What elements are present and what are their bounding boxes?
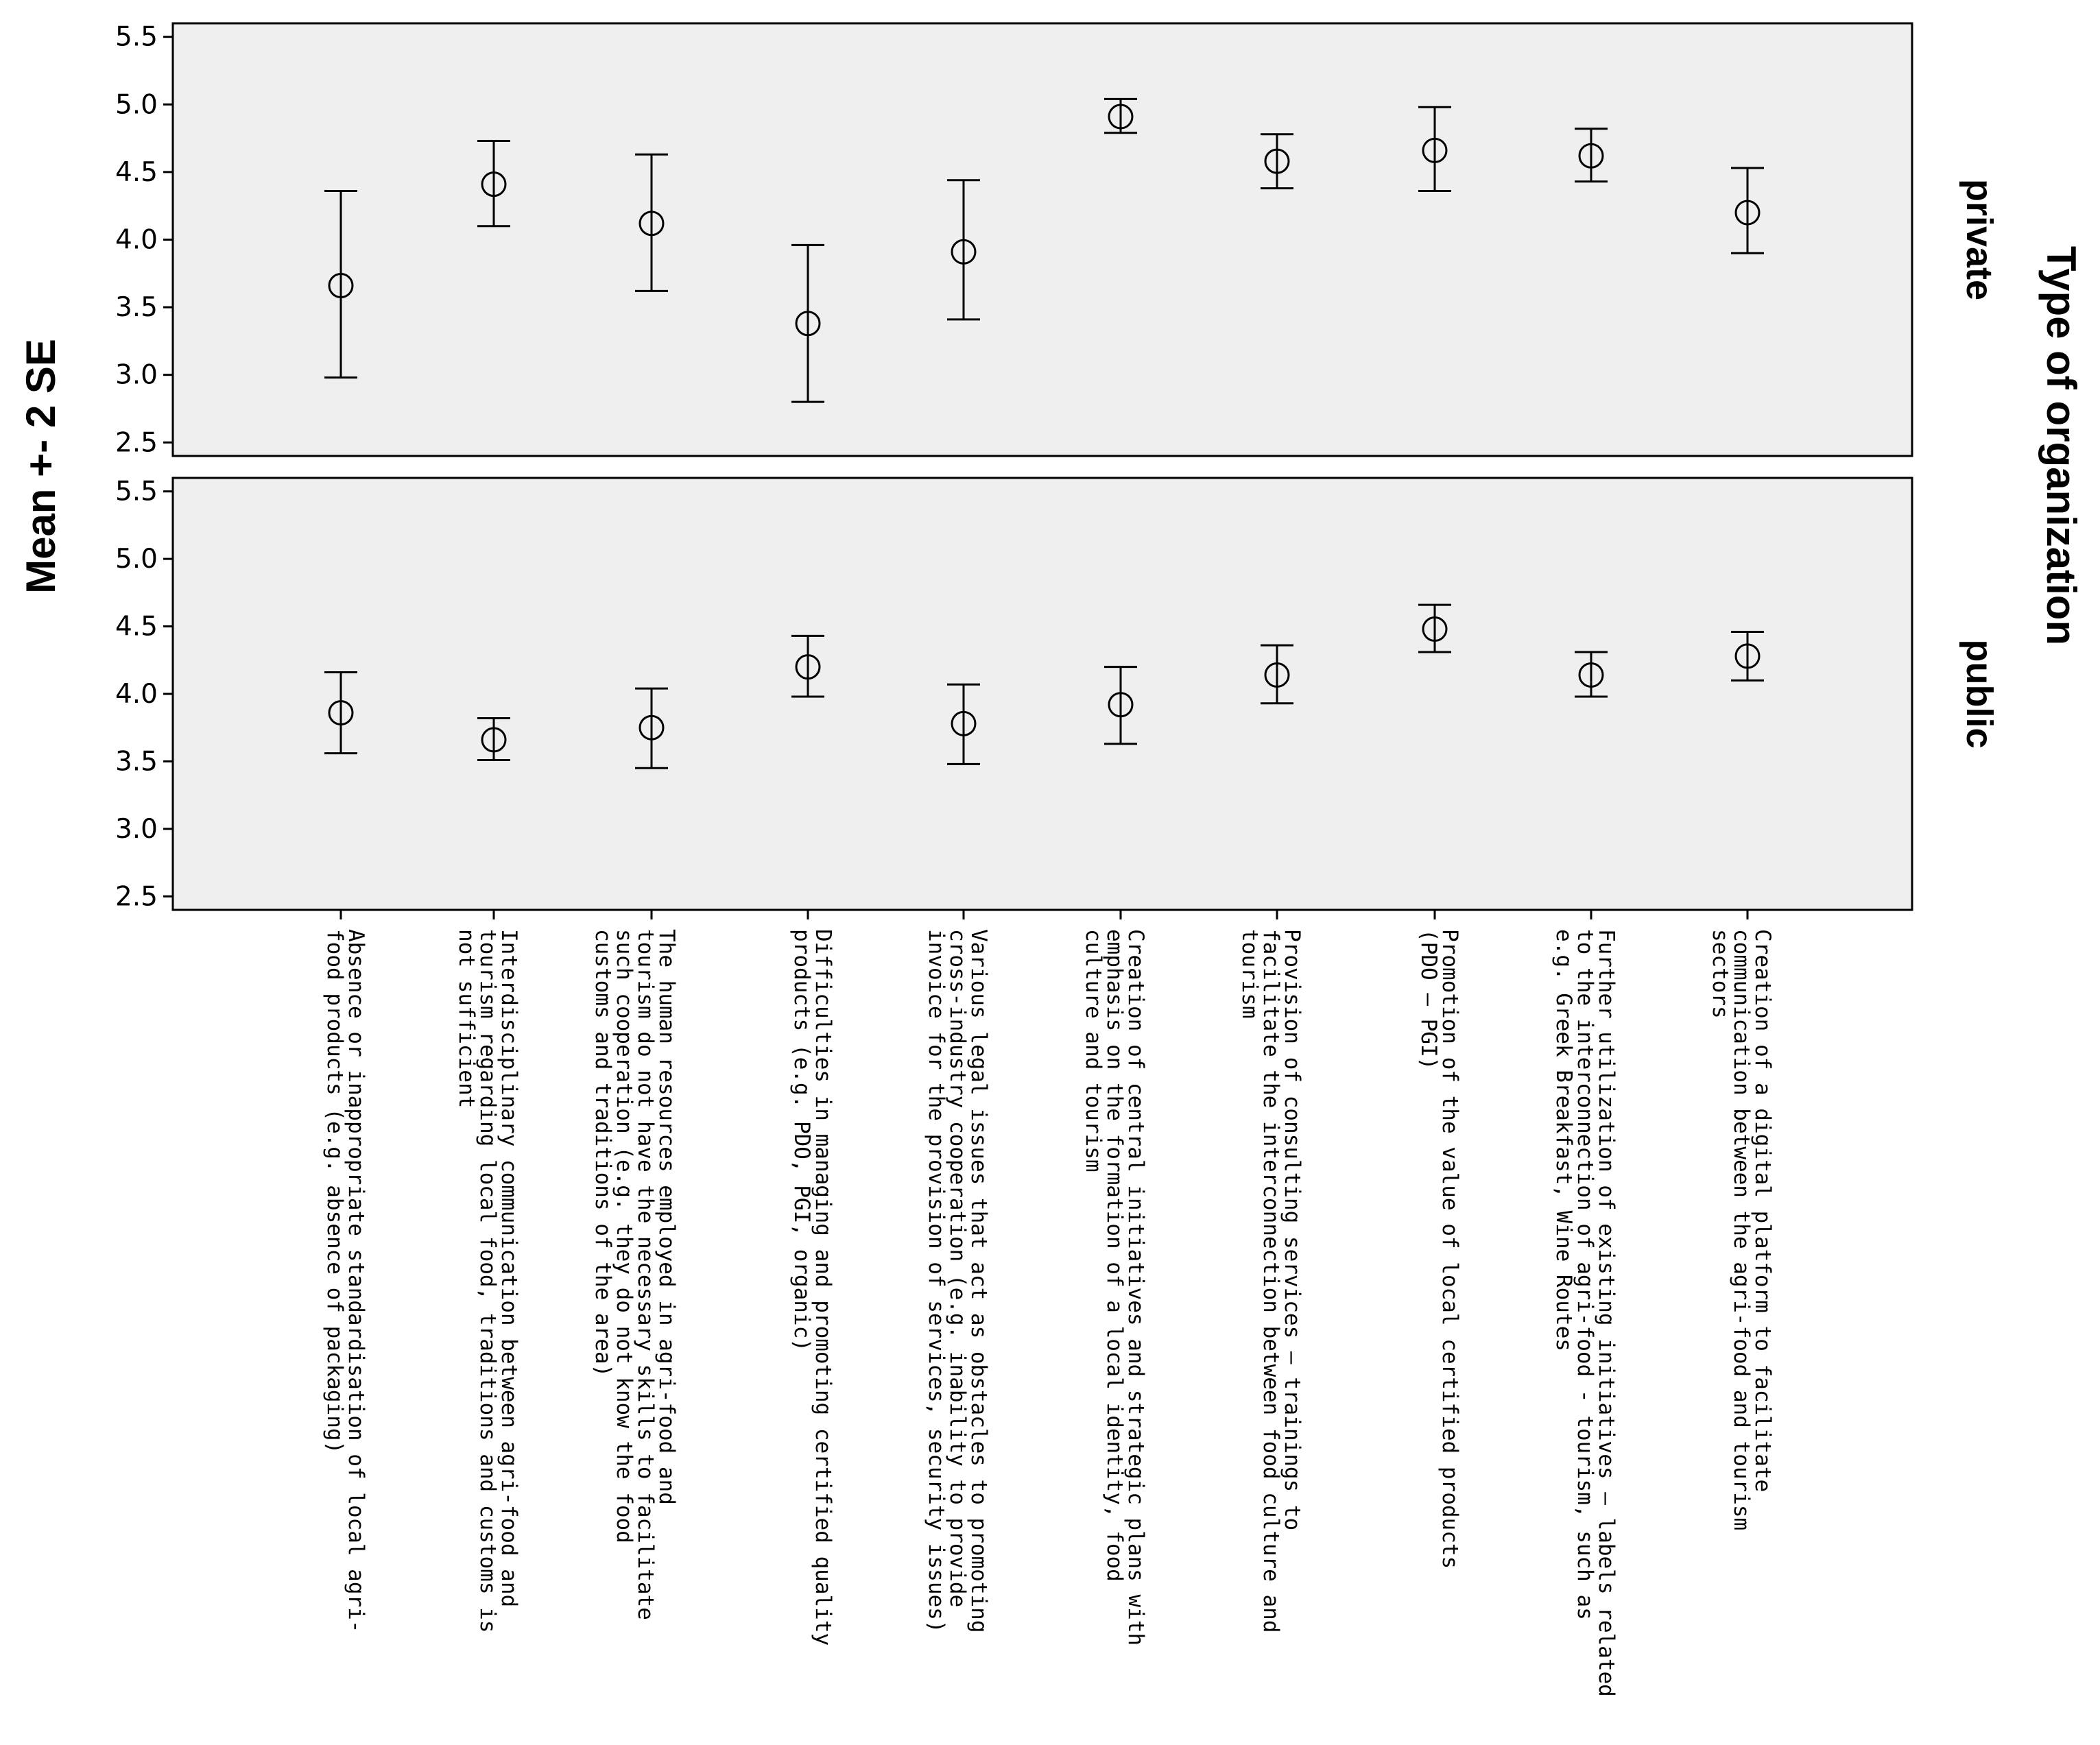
y-tick-label: 2.5 — [115, 881, 158, 913]
y-tick-label: 3.0 — [115, 813, 158, 845]
category-label — [322, 929, 368, 1633]
category-label-line: facilitate the interconnection between food culture and — [1258, 929, 1283, 1633]
y-tick-label: 4.0 — [115, 224, 158, 256]
category-label-line: customs and traditions of the area) — [590, 929, 615, 1377]
category-label-line: tourism — [1237, 929, 1262, 1019]
panel-public — [115, 477, 2000, 913]
category-label-line: culture and tourism — [1081, 929, 1106, 1172]
facet-panels — [115, 22, 2000, 913]
category-label-line: Provision of consulting services – trainings to — [1280, 929, 1304, 1531]
category-label-line: (PDO – PGI) — [1416, 929, 1441, 1070]
category-label-line: Interdisciplinary communication between agri-food and — [497, 929, 521, 1608]
category-label — [1416, 929, 1462, 1569]
panel-background — [173, 478, 1912, 910]
category-label-line: emphasis on the formation of a local identity, food — [1102, 929, 1127, 1582]
y-tick-label: 2.5 — [115, 427, 158, 459]
category-label — [924, 929, 991, 1633]
category-label-line: Promotion of the value of local certified products — [1437, 929, 1462, 1569]
category-label — [789, 929, 835, 1646]
y-tick-label: 4.5 — [115, 156, 158, 188]
category-label-line: Various legal issues that act as obstacles to promoting — [966, 929, 991, 1633]
category-label-line: tourism regarding local food, traditions and customs is — [475, 929, 500, 1633]
y-tick-label: 4.0 — [115, 679, 158, 710]
category-label-line: Creation of a digital platform to facilitate — [1750, 929, 1775, 1493]
category-label-line: not sufficient — [454, 929, 479, 1109]
category-label-line: communication between the agri-food and tourism — [1729, 929, 1754, 1531]
category-label-line: Further utilization of existing initiatives – labels related — [1594, 929, 1619, 1697]
y-tick-label: 5.0 — [115, 544, 158, 575]
y-tick-label: 4.5 — [115, 611, 158, 642]
category-label-line: sectors — [1708, 929, 1732, 1019]
category-label-line: Absence or inappropriate standardisation of local agri- — [344, 929, 368, 1633]
category-label — [1551, 929, 1619, 1697]
facet-title: Type of organization — [2038, 245, 2084, 646]
panel-background — [173, 23, 1912, 456]
category-label-line: Difficulties in managing and promoting certified quality — [811, 929, 835, 1646]
category-label — [454, 929, 521, 1633]
category-labels — [322, 910, 1775, 1697]
y-tick-label: 3.5 — [115, 746, 158, 778]
category-label-line: invoice for the provision of services, security issues) — [924, 929, 948, 1633]
y-tick-label: 3.0 — [115, 359, 158, 391]
category-label-line: such cooperation (e.g. they do not know the food — [612, 929, 636, 1543]
y-tick-label: 3.5 — [115, 292, 158, 324]
category-label — [1081, 929, 1148, 1646]
y-tick-label: 5.5 — [115, 476, 158, 507]
panel-private — [115, 22, 2000, 459]
category-label-line: Creation of central initiatives and strategic plans with — [1123, 929, 1148, 1646]
category-label-line: cross-industry cooperation (e.g. inability to provide — [945, 929, 970, 1608]
category-label-line: tourism do not have the necessary skills to facilitate — [633, 929, 658, 1620]
y-tick-label: 5.0 — [115, 89, 158, 121]
category-label-line: The human resources employed in agri-food and — [654, 929, 679, 1505]
category-label-line: e.g. Greek Breakfast, Wine Routes — [1551, 929, 1576, 1351]
category-label-line: to the interconnection of agri-food - tourism, such as — [1573, 929, 1597, 1620]
panel-label-private: private — [1959, 178, 2000, 301]
category-label-line: products (e.g. PDO, PGI, organic) — [789, 929, 814, 1351]
panel-label-public: public — [1959, 639, 2000, 749]
category-label — [590, 929, 679, 1620]
y-axis-title: Mean +- 2 SE — [18, 339, 64, 594]
category-label — [1708, 929, 1775, 1530]
y-tick-label: 5.5 — [115, 21, 158, 53]
category-label-line: food products (e.g. absence of packaging) — [322, 929, 347, 1454]
category-label — [1237, 929, 1304, 1633]
